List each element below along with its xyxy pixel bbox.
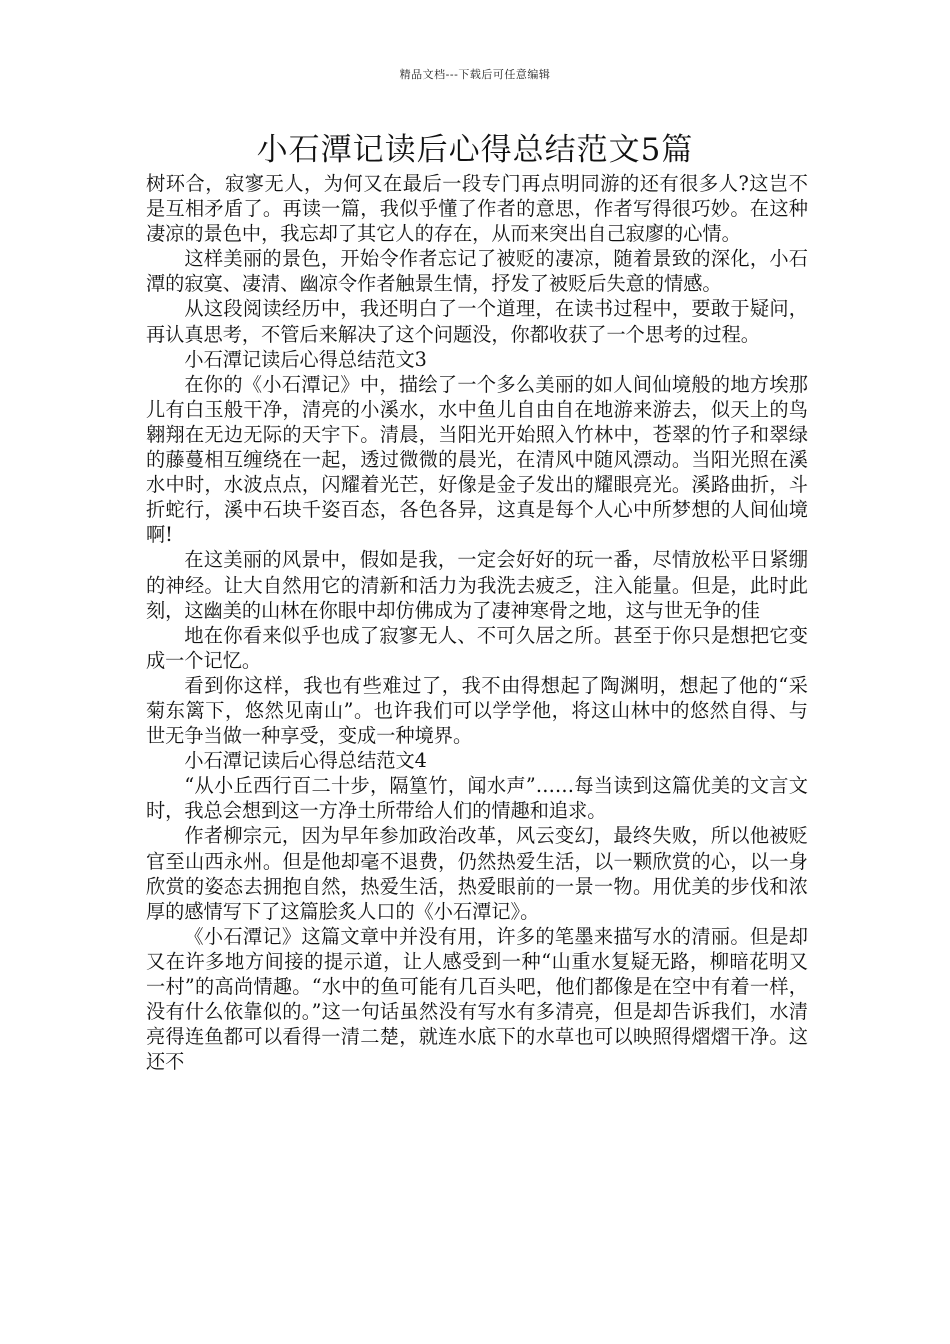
paragraph: 在这美丽的风景中，假如是我，一定会好好的玩一番，尽情放松平日紧绷的神经。让大自然用它的清新和活力为我洗去疲乏，注入能量。但是，此时此刻，这幽美的山林在你眼中却仿佛成为了凄神寒骨之地，这与世无争的佳 — [146, 548, 808, 622]
paragraph: 地在你看来似乎也成了寂寥无人、不可久居之所。甚至于你只是想把它变成一个记忆。 — [146, 623, 808, 672]
paragraph: 《小石潭记》这篇文章中并没有用，许多的笔墨来描写水的清丽。但是却又在许多地方间接的提示道，让人感受到一种“山重水复疑无路，柳暗花明又一村”的高尚情趣。“水中的鱼可能有几百头吧，他们都像是在空中有着一样，没有什么依靠似的。”这一句话虽然没有写水有多清亮，但是却告诉我们，水清亮得连鱼都可以看得一清二楚，就连水底下的水草也可以映照得熠熠干净。这还不 — [146, 924, 808, 1074]
paragraph: 在你的《小石潭记》中，描绘了一个多么美丽的如人间仙境般的地方埃那儿有白玉般干净，清亮的小溪水，水中鱼儿自由自在地游来游去，似天上的鸟翱翔在无边无际的天宇下。清晨，当阳光开始照入竹林中，苍翠的竹子和翠绿的藤蔓相互缠绕在一起，透过微微的晨光，在清风中随风漂动。当阳光照在溪水中时，水波点点，闪耀着光芒，好像是金子发出的耀眼亮光。溪路曲折，斗折蛇行，溪中石块千姿百态，各色各异，这真是每个人心中所梦想的人间仙境啊! — [146, 372, 808, 547]
header-note: 精品文档---下载后可任意编辑 — [399, 68, 551, 81]
document-title: 小石潭记读后心得总结范文5篇 — [256, 132, 694, 168]
section-heading: 小石潭记读后心得总结范文3 — [184, 347, 427, 371]
paragraph: “从小丘西行百二十步，隔篁竹，闻水声”……每当读到这篇优美的文言文时，我总会想到这一方净土所带给人们的情趣和追求。 — [146, 774, 808, 823]
paragraph: 作者柳宗元，因为早年参加政治改革，风云变幻，最终失败，所以他被贬官至山西永州。但是他却毫不退费，仍然热爱生活，以一颗欣赏的心，以一身欣赏的姿态去拥抱自然，热爱生活，热爱眼前的一景一物。用优美的步伐和浓厚的感情写下了这篇脍炙人口的《小石潭记》。 — [146, 824, 808, 923]
paragraph: 树环合，寂寥无人，为何又在最后一段专门再点明同游的还有很多人?这岂不是互相矛盾了。再读一篇，我似乎懂了作者的意思，作者写得很巧妙。在这种凄凉的景色中，我忘却了其它人的存在，从而来突出自己寂廖的心情。 — [146, 172, 808, 246]
section-heading: 小石潭记读后心得总结范文4 — [184, 749, 427, 773]
body-text — [146, 171, 808, 1074]
paragraph: 看到你这样，我也有些难过了，我不由得想起了陶渊明，想起了他的“采菊东篱下，悠然见南山”。也许我们可以学学他，将这山林中的悠然自得、与世无争当做一种享受，变成一种境界。 — [146, 673, 808, 748]
paragraph: 从这段阅读经历中，我还明白了一个道理，在读书过程中，要敢于疑问，再认真思考，不管后来解决了这个问题没，你都收获了一个思考的过程。 — [146, 297, 808, 346]
paragraph: 这样美丽的景色，开始令作者忘记了被贬的凄凉，随着景致的深化，小石潭的寂寞、凄清、幽凉令作者触景生情，抒发了被贬后失意的情感。 — [146, 247, 808, 296]
